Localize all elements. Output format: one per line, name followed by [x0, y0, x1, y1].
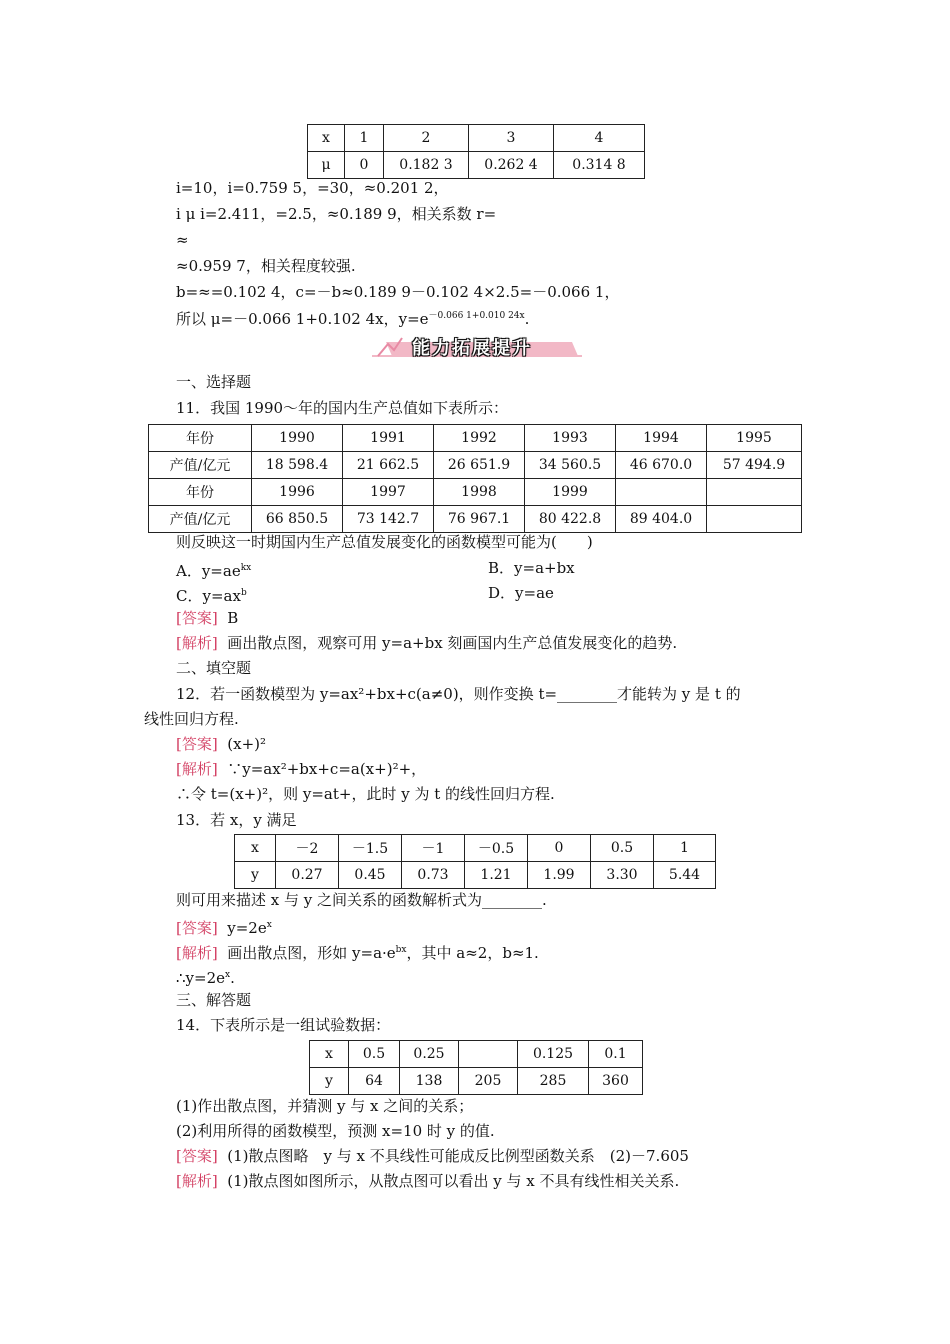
answer-tag: [答案] [176, 609, 218, 627]
question-ask: 则可用来描述 x 与 y 之间关系的函数解析式为________. [176, 891, 547, 909]
option-c [176, 583, 247, 606]
table-cell: 360 [589, 1068, 643, 1095]
exponent: －0.066 1+0.010 24x [428, 311, 525, 321]
calc-line [176, 306, 529, 329]
y-header: y [235, 862, 276, 889]
table-cell: 1998 [434, 479, 525, 506]
table-row [149, 506, 802, 533]
top-table [307, 124, 645, 179]
table-cell: 1999 [525, 479, 616, 506]
y-header: y [310, 1068, 349, 1095]
table-row [310, 1068, 643, 1095]
table-row [149, 479, 802, 506]
table-cell: －2 [276, 835, 339, 862]
table-cell: 0.73 [402, 862, 465, 889]
answer-line [176, 608, 238, 628]
table-cell: 0 [345, 152, 384, 179]
exponent: kx [240, 563, 252, 573]
analysis-tag: [解析] [176, 634, 218, 652]
option-a [176, 558, 251, 581]
table-cell: 18 598.4 [252, 452, 343, 479]
table-cell: 0.182 3 [384, 152, 469, 179]
text: 所以 μ=－0.066 1+0.102 4x，y=e [176, 310, 429, 328]
question-stem: 14．下表所示是一组试验数据： [176, 1016, 391, 1034]
analysis-line [176, 1171, 679, 1191]
table-cell: 年份 [149, 479, 252, 506]
table-cell [707, 506, 802, 533]
table-cell: 1.99 [528, 862, 591, 889]
table-cell: 80 422.8 [525, 506, 616, 533]
exponent: x [266, 920, 272, 930]
table-cell: 0.125 [518, 1041, 589, 1068]
table-cell: 5.44 [654, 862, 716, 889]
table-cell: 1994 [616, 425, 707, 452]
table-row [235, 835, 716, 862]
table-cell: 产值/亿元 [149, 506, 252, 533]
analysis-tag: [解析] [176, 944, 218, 962]
sub-question: (1)作出散点图，并猜测 y 与 x 之间的关系； [176, 1097, 474, 1115]
table-cell: 0.27 [276, 862, 339, 889]
x-header: x [310, 1041, 349, 1068]
analysis-line [176, 759, 426, 779]
table-cell: 0.314 8 [554, 152, 645, 179]
table-row [308, 152, 645, 179]
analysis-text: ∴令 t=(x+)²，则 y=at+，此时 y 为 t 的线性回归方程. [176, 785, 555, 803]
section-heading: 三、解答题 [176, 991, 252, 1009]
table-cell: 76 967.1 [434, 506, 525, 533]
section-banner [372, 332, 582, 360]
table-cell: －1 [402, 835, 465, 862]
question-ask: 则反映这一时期国内生产总值发展变化的函数模型可能为( ) [176, 533, 593, 551]
table-cell: 285 [518, 1068, 589, 1095]
mu-header: μ [308, 152, 345, 179]
calc-line: ≈0.959 7，相关程度较强. [176, 257, 356, 275]
table-cell: 1990 [252, 425, 343, 452]
table-cell: －0.5 [465, 835, 528, 862]
table-row [149, 452, 802, 479]
text: . [524, 310, 530, 328]
table-cell [459, 1041, 518, 1068]
analysis-line [176, 940, 539, 963]
question-stem: 12．若一函数模型为 y=ax²+bx+c(a≠0)，则作变换 t=________才能转为 y 是 t 的 [176, 685, 741, 703]
table-cell: 205 [459, 1068, 518, 1095]
answer-line [176, 915, 272, 938]
section-heading: 一、选择题 [176, 373, 252, 391]
table-row [149, 425, 802, 452]
analysis-text: ，其中 a≈2，b≈1. [406, 944, 539, 962]
table-cell: 21 662.5 [343, 452, 434, 479]
x-header: x [235, 835, 276, 862]
table-cell: 64 [349, 1068, 400, 1095]
analysis-text [176, 965, 235, 988]
table-cell: 0.5 [349, 1041, 400, 1068]
question-stem: 13．若 x，y 满足 [176, 811, 297, 829]
exponent: b [240, 588, 247, 598]
section-heading: 二、填空题 [176, 659, 252, 677]
analysis-text: 画出散点图，形如 y=a·e [227, 944, 396, 962]
table-cell: 0.1 [589, 1041, 643, 1068]
analysis-tag: [解析] [176, 760, 218, 778]
answer-tag: [答案] [176, 735, 218, 753]
option-d: D．y=ae [488, 584, 554, 602]
calc-line: i=10，i=0.759 5，=30，≈0.201 2， [176, 179, 449, 197]
table-cell: 0 [528, 835, 591, 862]
answer-line [176, 1146, 689, 1166]
table-cell: 0.25 [400, 1041, 459, 1068]
text: ∴y=2e [176, 969, 226, 987]
table-cell: 1 [345, 125, 384, 152]
analysis-text: 画出散点图，观察可用 y=a+bx 刻画国内生产总值发展变化的趋势. [227, 634, 678, 652]
table-cell: 0.45 [339, 862, 402, 889]
table-cell: 46 670.0 [616, 452, 707, 479]
xy-table-13 [234, 834, 716, 889]
table-cell: 3.30 [591, 862, 654, 889]
text: . [230, 969, 235, 987]
calc-line: i μ i=2.411，=2.5，≈0.189 9，相关系数 r= [176, 205, 497, 223]
text: C．y=ax [176, 587, 241, 605]
table-cell: 年份 [149, 425, 252, 452]
analysis-text: ∵y=ax²+bx+c=a(x+)²+， [227, 760, 427, 778]
text: A．y=ae [176, 562, 241, 580]
exponent: x [225, 970, 231, 980]
table-cell: 57 494.9 [707, 452, 802, 479]
answer-text: (1)散点图略 y 与 x 不具线性可能成反比例型函数关系 (2)－7.605 [227, 1147, 689, 1165]
table-row [310, 1041, 643, 1068]
analysis-tag: [解析] [176, 1172, 218, 1190]
gdp-table [148, 424, 802, 533]
question-stem: 线性回归方程. [144, 710, 239, 728]
table-cell: 4 [554, 125, 645, 152]
table-cell: 34 560.5 [525, 452, 616, 479]
answer-text: B [227, 609, 239, 627]
answer-tag: [答案] [176, 919, 218, 937]
table-cell: －1.5 [339, 835, 402, 862]
table-cell: 73 142.7 [343, 506, 434, 533]
table-row [235, 862, 716, 889]
calc-line: ≈ [176, 231, 189, 249]
table-cell: 1995 [707, 425, 802, 452]
table-cell: 产值/亿元 [149, 452, 252, 479]
table-cell: 138 [400, 1068, 459, 1095]
answer-text: y=2e [227, 919, 267, 937]
table-cell: 1993 [525, 425, 616, 452]
table-cell: 2 [384, 125, 469, 152]
exponent: bx [395, 945, 407, 955]
table-cell [616, 479, 707, 506]
question-stem: 11．我国 1990～年的国内生产总值如下表所示： [176, 399, 509, 417]
table-cell: 1991 [343, 425, 434, 452]
table-cell: 1996 [252, 479, 343, 506]
table-cell: 66 850.5 [252, 506, 343, 533]
table-cell: 1 [654, 835, 716, 862]
table-cell [707, 479, 802, 506]
answer-line [176, 734, 266, 754]
table-cell: 0.262 4 [469, 152, 554, 179]
option-b: B．y=a+bx [488, 559, 575, 577]
table-cell: 0.5 [591, 835, 654, 862]
table-cell: 1997 [343, 479, 434, 506]
table-cell: 1992 [434, 425, 525, 452]
table-row [308, 125, 645, 152]
xy-table-14 [309, 1040, 643, 1095]
x-header: x [308, 125, 345, 152]
answer-text: (x+)² [227, 735, 267, 753]
calc-line: b=≈=0.102 4，c=－b≈0.189 9－0.102 4×2.5=－0.066 1， [176, 283, 620, 301]
answer-tag: [答案] [176, 1147, 218, 1165]
analysis-line [176, 633, 677, 653]
table-cell: 26 651.9 [434, 452, 525, 479]
table-cell: 1.21 [465, 862, 528, 889]
table-cell: 89 404.0 [616, 506, 707, 533]
analysis-text: (1)散点图如图所示，从散点图可以看出 y 与 x 不具有线性相关关系. [227, 1172, 680, 1190]
banner-title: 能力拓展提升 [412, 338, 532, 359]
sub-question: (2)利用所得的函数模型，预测 x=10 时 y 的值. [176, 1122, 495, 1140]
table-cell: 3 [469, 125, 554, 152]
